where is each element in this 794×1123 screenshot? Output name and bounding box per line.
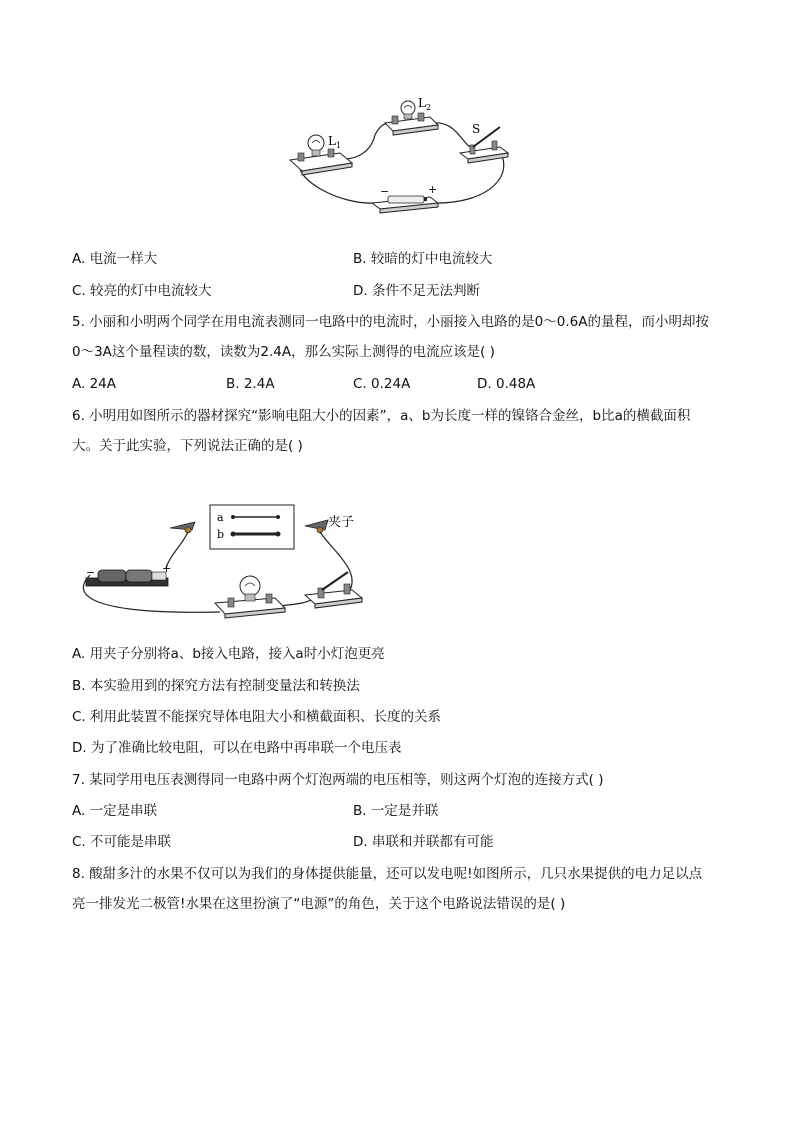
q6-stem-line-2: 大。关于此实验，下列说法正确的是( ): [72, 438, 303, 454]
battery-plus-2: +: [162, 562, 172, 575]
bulb-icon: [215, 576, 285, 618]
q4-option-a[interactable]: A. 电流一样大: [72, 251, 158, 267]
q7-option-c[interactable]: C. 不可能是串联: [72, 834, 172, 850]
q5-stem-line-2: 0～3A这个量程读的数，读数为2.4A，那么实际上测得的电流应该是( ): [72, 344, 495, 360]
label-l2: $L_2$: [418, 96, 432, 112]
clip-label: 夹子: [328, 515, 355, 530]
q7-option-a[interactable]: A. 一定是串联: [72, 803, 158, 819]
switch-icon-2: [305, 572, 362, 608]
q5-option-b[interactable]: B. 2.4A: [226, 376, 275, 392]
battery-minus-2: −: [86, 566, 96, 579]
q6-option-b[interactable]: B. 本实验用到的探究方法有控制变量法和转换法: [72, 678, 360, 694]
battery-plus: +: [428, 183, 438, 196]
q7-option-d[interactable]: D. 串联和并联都有可能: [353, 834, 494, 850]
q6-option-a[interactable]: A. 用夹子分别将a、b接入电路，接入a时小灯泡更亮: [72, 646, 385, 662]
q7-option-b[interactable]: B. 一定是并联: [353, 803, 439, 819]
wire-label-b: b: [217, 528, 225, 541]
q8-stem-line-2: 亮一排发光二极管!水果在这里扮演了“电源”的角色，关于这个电路说法错误的是( ): [72, 896, 566, 912]
circuit-figure-1: [280, 95, 520, 220]
battery-icon: [372, 196, 438, 213]
q5-stem-line-1: 5. 小丽和小明两个同学在用电流表测同一电路中的电流时，小丽接入电路的是0～0.6A的量程，而小明却按: [72, 314, 709, 330]
q4-option-b[interactable]: B. 较暗的灯中电流较大: [353, 251, 493, 267]
circuit-figure-2: [70, 500, 380, 630]
clip-right-icon: [305, 520, 328, 533]
q6-option-d[interactable]: D. 为了准确比较电阻，可以在电路中再串联一个电压表: [72, 740, 402, 756]
label-l1: $L_1$: [328, 134, 342, 150]
battery-holder-icon: [86, 570, 168, 586]
clip-left-icon: [170, 522, 195, 533]
q5-option-a[interactable]: A. 24A: [72, 376, 116, 392]
wire-label-a: a: [217, 511, 224, 524]
q6-stem-line-1: 6. 小明用如图所示的器材探究“影响电阻大小的因素”，a、b为长度一样的镍铬合金丝，b比a的横截面积: [72, 408, 691, 424]
battery-minus: −: [380, 185, 390, 198]
q7-stem: 7. 某同学用电压表测得同一电路中两个灯泡两端的电压相等，则这两个灯泡的连接方式( ): [72, 772, 604, 788]
label-s: S: [472, 122, 481, 136]
q6-option-c[interactable]: C. 利用此装置不能探究导体电阻大小和横截面积、长度的关系: [72, 709, 442, 725]
q8-stem-line-1: 8. 酸甜多汁的水果不仅可以为我们的身体提供能量，还可以发电呢!如图所示，几只水果提供的电力足以点: [72, 866, 703, 882]
bulb-l1-icon: [290, 135, 352, 175]
q5-option-d[interactable]: D. 0.48A: [477, 376, 536, 392]
q4-option-c[interactable]: C. 较亮的灯中电流较大: [72, 283, 212, 299]
q5-option-c[interactable]: C. 0.24A: [353, 376, 411, 392]
q4-option-d[interactable]: D. 条件不足无法判断: [353, 283, 480, 299]
